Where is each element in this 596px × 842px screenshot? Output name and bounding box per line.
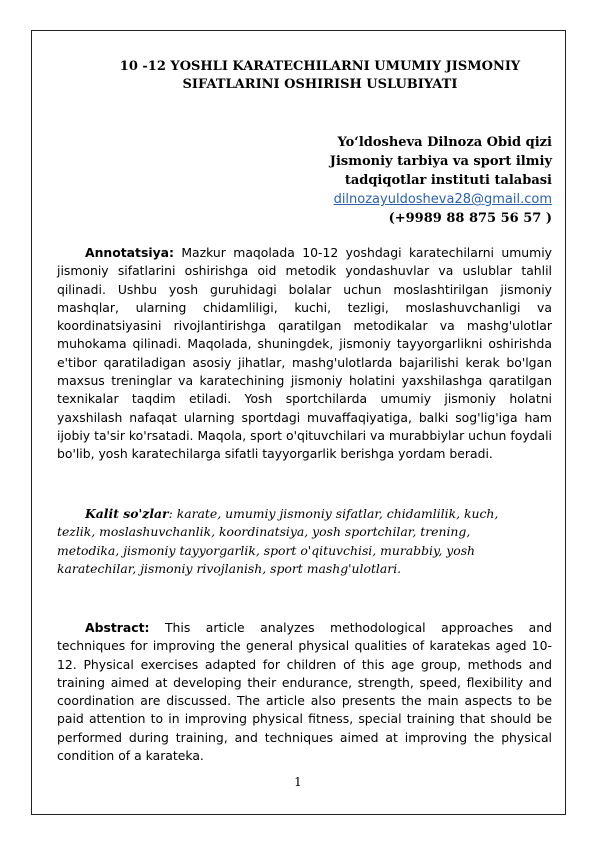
annotation-paragraph: [57, 244, 552, 464]
abstract-paragraph: [57, 619, 552, 765]
author-phone: (+9989 88 875 56 57 ): [388, 211, 552, 226]
keywords-text: : karate, umumiy jismoniy sifatlar, chidamlilik, kuch, tezlik, moslashuvchanlik, koordinatsiya, yosh sportchilar, trening, metodika, jismoniy tayyorgarlik, sport o'qituvchisi, murabbiy, yosh karatechilar, jismoniy rivojlanish, sport mashg'ulotlari.: [57, 506, 499, 576]
affiliation-line-2: tadqiqotlar instituti talabasi: [344, 173, 552, 188]
author-name: Yo‘ldosheva Dilnoza Obid qizi: [337, 135, 552, 150]
page-number: 1: [294, 775, 302, 789]
title-line-2: SIFATLARINI OSHIRISH USLUBIYATI: [182, 77, 458, 92]
author-block: [252, 133, 552, 228]
annotation-label: Annotatsiya:: [85, 245, 174, 260]
author-email-link[interactable]: dilnozayuldosheva28@gmail.com: [333, 192, 552, 207]
title-line-1: 10 -12 YOSHLI KARATECHILARNI UMUMIY JISMONIY: [119, 59, 521, 74]
abstract-text: This article analyzes methodological approaches and techniques for improving the general physical qualities of karatekas aged 10-12. Physical exercises adapted for children of this age group, methods and training aimed at developing their endurance, strength, speed, flexibility and coordination are discussed. The article also presents the main aspects to be paid attention to in improving physical fitness, special training that should be performed during training, and techniques aimed at improving the physical condition of a karateka.: [57, 620, 552, 764]
annotation-text: Mazkur maqolada 10-12 yoshdagi karatechilarni umumiy jismoniy sifatlarini oshirishga oid metodik yondashuvlar va uslublar tahlil qilinadi. Ushbu yosh guruhidagi bolalar uchun moslashtirilgan jismoniy mashqlar, ularning chidamliligi, kuchi, tezligi, moslashuvchanligi va koordinatsiyasini rivojlantirishga qaratilgan metodikalar va mashg'ulotlar muhokama qilinadi. Maqolada, shuningdek, jismoniy tayyorgarlikni oshirishda e'tibor qaratiladigan asosiy jihatlar, mashg'ulotlarda bajarilishi kerak bo'lgan maxsus treninglar va karatechining jismoniy holatini yaxshilashga qaratilgan texnikalar taqdim etiladi. Yosh sportchilarda umumiy jismoniy holatni yaxshilash nafaqat ularning sportdagi muvaffaqiyatiga, balki sog'lig'iga ham ijobiy ta'sir ko'rsatadi. Maqola, sport o'qituvchilari va murabbiylar uchun foydali bo'lib, yosh karatechilarga sifatli tayyorgarlik berishga yordam beradi.: [57, 245, 552, 462]
keywords-label: Kalit so'zlar: [85, 506, 169, 521]
abstract-label: Abstract:: [85, 620, 150, 635]
keywords-paragraph: [57, 505, 527, 578]
affiliation-line-1: Jismoniy tarbiya va sport ilmiy: [329, 154, 552, 169]
paper-title: [60, 58, 580, 94]
